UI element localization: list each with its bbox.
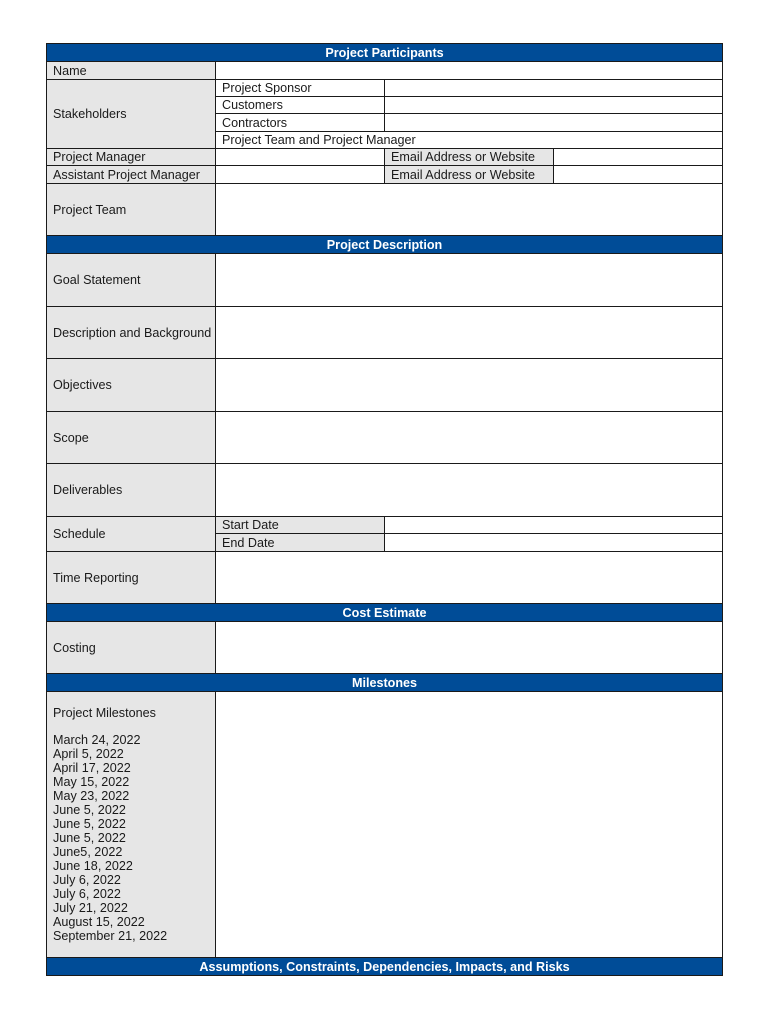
pm-email-label: Email Address or Website [385, 149, 554, 166]
time-reporting-field[interactable] [216, 552, 723, 604]
milestone-date: July 21, 2022 [53, 901, 128, 915]
schedule-label: Schedule [47, 517, 216, 552]
time-reporting-label: Time Reporting [47, 552, 216, 604]
milestone-date: July 6, 2022 [53, 873, 121, 887]
milestone-date: March 24, 2022 [53, 733, 141, 747]
milestones-field[interactable] [216, 692, 723, 958]
milestones-label-cell [47, 692, 216, 958]
objectives-label: Objectives [47, 359, 216, 412]
project-charter-form [46, 43, 723, 976]
milestone-date: August 15, 2022 [53, 915, 145, 929]
costing-field[interactable] [216, 622, 723, 674]
start-date-label: Start Date [216, 517, 385, 534]
stakeholder-sponsor-field[interactable] [385, 80, 723, 97]
description-background-field[interactable] [216, 307, 723, 359]
costing-label: Costing [47, 622, 216, 674]
end-date-field[interactable] [385, 534, 723, 552]
stakeholder-contractors-label: Contractors [216, 114, 385, 132]
deliverables-field[interactable] [216, 464, 723, 517]
project-manager-label: Project Manager [47, 149, 216, 166]
milestone-date: April 5, 2022 [53, 747, 124, 761]
stakeholders-label: Stakeholders [47, 80, 216, 149]
scope-field[interactable] [216, 412, 723, 464]
assistant-pm-field[interactable] [216, 166, 385, 184]
start-date-field[interactable] [385, 517, 723, 534]
stakeholder-customers-field[interactable] [385, 97, 723, 114]
section-header-participants: Project Participants [47, 44, 723, 62]
stakeholder-contractors-field[interactable] [385, 114, 723, 132]
section-header-assumptions: Assumptions, Constraints, Dependencies, Impacts, and Risks [47, 958, 723, 976]
milestone-date: June5, 2022 [53, 845, 123, 859]
section-header-milestones: Milestones [47, 674, 723, 692]
milestone-date: June 5, 2022 [53, 817, 126, 831]
assistant-pm-label: Assistant Project Manager [47, 166, 216, 184]
section-header-cost: Cost Estimate [47, 604, 723, 622]
milestone-date: May 23, 2022 [53, 789, 130, 803]
milestone-date: June 18, 2022 [53, 859, 133, 873]
pm-email-field[interactable] [554, 149, 723, 166]
stakeholder-customers-label: Customers [216, 97, 385, 114]
milestone-date: July 6, 2022 [53, 887, 121, 901]
end-date-label: End Date [216, 534, 385, 552]
goal-statement-label: Goal Statement [47, 254, 216, 307]
project-team-field[interactable] [216, 184, 723, 236]
section-header-description: Project Description [47, 236, 723, 254]
deliverables-label: Deliverables [47, 464, 216, 517]
name-label: Name [47, 62, 216, 80]
description-background-label: Description and Background [47, 307, 216, 359]
name-field[interactable] [216, 62, 723, 80]
milestone-date: June 5, 2022 [53, 831, 126, 845]
project-team-label: Project Team [47, 184, 216, 236]
milestone-date: September 21, 2022 [53, 929, 168, 943]
objectives-field[interactable] [216, 359, 723, 412]
apm-email-label: Email Address or Website [385, 166, 554, 184]
milestone-date: June 5, 2022 [53, 803, 126, 817]
goal-statement-field[interactable] [216, 254, 723, 307]
scope-label: Scope [47, 412, 216, 464]
milestone-date: May 15, 2022 [53, 775, 130, 789]
apm-email-field[interactable] [554, 166, 723, 184]
stakeholder-team-label: Project Team and Project Manager [216, 132, 723, 149]
project-manager-field[interactable] [216, 149, 385, 166]
stakeholder-sponsor-label: Project Sponsor [216, 80, 385, 97]
milestones-title: Project Milestones [53, 706, 156, 720]
milestone-date: April 17, 2022 [53, 761, 131, 775]
